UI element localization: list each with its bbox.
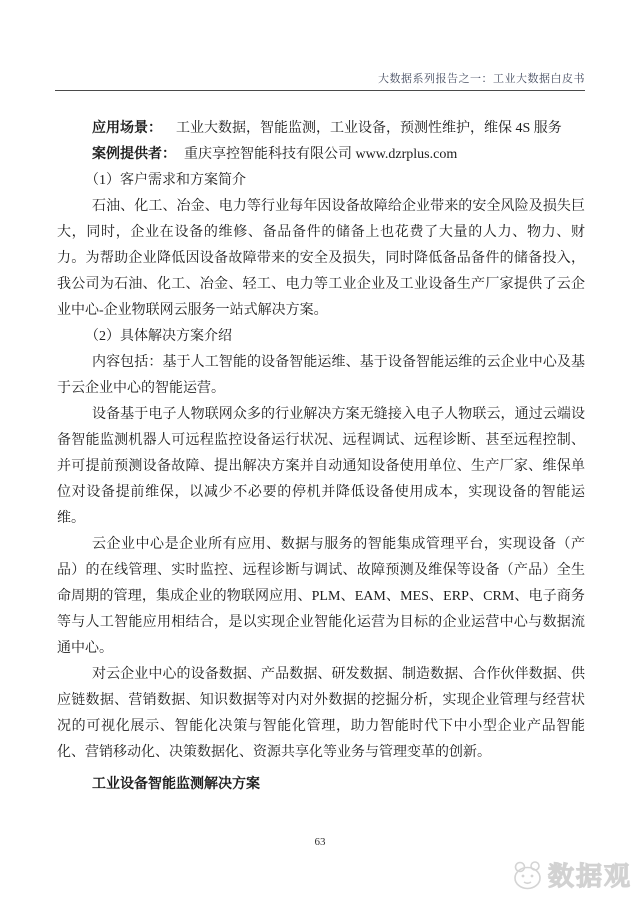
provider-value: 重庆享控智能科技有限公司 www.dzrplus.com: [184, 147, 458, 162]
running-head-title: 大数据系列报告之一：工业大数据白皮书: [378, 73, 585, 85]
paragraph-customer-needs: 石油、化工、冶金、电力等行业每年因设备故障给企业带来的安全风险及损失巨大，同时，企业在设备的维修、备品备件的储备上也花费了大量的人力、物力、财力。为帮助企业降低因设备故障带来的安全及损失，同时降低备品备件的储备投入，我公司为石油、化工、冶金、轻工、电力等工业企业及工业设备生产厂家提供了云企业中心-企业物联网云服务一站式解决方案。: [57, 199, 585, 318]
scenario-label: 应用场景：: [92, 121, 162, 136]
paragraph-cloud-enterprise-center: 云企业中心是企业所有应用、数据与服务的智能集成管理平台，实现设备（产品）的在线管理、实时监控、远程诊断与调试、故障预测及维保等设备（产品）全生命周期的管理，集成企业的物联网应用、PLM、EAM、MES、ERP、CRM、电子商务等与人工智能应用相结合，是以实现企业智能化运营为目标的企业运营中心与数据流通中心。: [57, 537, 585, 656]
provider-label: 案例提供者：: [92, 147, 176, 162]
subsection-heading-solution: 工业设备智能监测解决方案: [92, 777, 260, 792]
page-footer: [0, 836, 640, 848]
section-heading-2: （2）具体解决方案介绍: [85, 329, 232, 344]
panda-logo-icon: [510, 859, 544, 891]
page-content: [57, 116, 585, 798]
paragraph-content-summary: 内容包括：基于人工智能的设备智能运维、基于设备智能运维的云企业中心及基于云企业中心的智能运营。: [57, 355, 585, 396]
page-header: [55, 70, 585, 91]
scenario-value: 工业大数据，智能监测，工业设备，预测性维护，维保 4S 服务: [176, 121, 562, 136]
header-divider: [55, 90, 585, 91]
case-provider-line: [57, 142, 585, 168]
brand-watermark-text: 数据观: [547, 862, 632, 891]
paragraph-device-ops: 设备基于电子人物联网众多的行业解决方案无缝接入电子人物联云，通过云端设备智能监测机器人可远程监控设备运行状况、远程调试、远程诊断、甚至远程控制、并可提前预测设备故障、提出解决方案并自动通知设备使用单位、生产厂家、维保单位对设备提前维保，以减少不必要的停机并降低设备使用成本，实现设备的智能运维。: [57, 407, 585, 526]
page-number: 63: [314, 836, 326, 848]
section-heading-1: （1）客户需求和方案简介: [85, 173, 246, 188]
application-scenario-line: [57, 116, 585, 142]
brand-watermark: [510, 856, 632, 893]
paragraph-data-mining: 对云企业中心的设备数据、产品数据、研发数据、制造数据、合作伙伴数据、供应链数据、营销数据、知识数据等对内对外数据的挖掘分析，实现企业管理与经营状况的可视化展示、智能化决策与智能化管理，助力智能时代下中小型企业产品智能化、营销移动化、决策数据化、资源共享化等业务与管理变革的创新。: [57, 667, 585, 760]
